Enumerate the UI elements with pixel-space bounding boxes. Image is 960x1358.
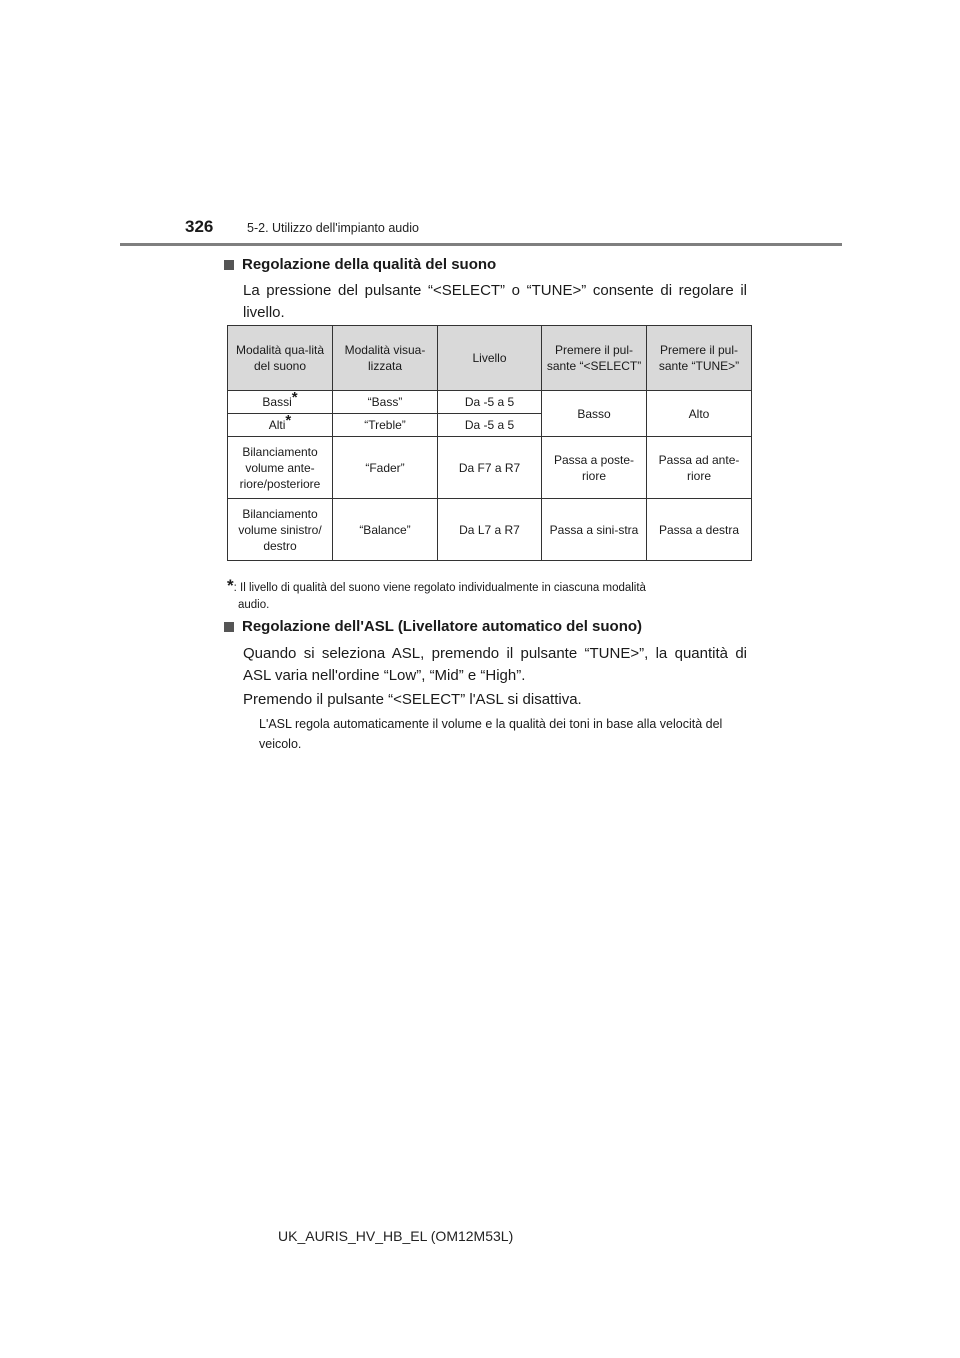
table-cell-mode: [228, 391, 333, 414]
table-header: Modalità qua-lità del suono: [228, 326, 333, 391]
table-header-row: [228, 326, 752, 391]
table-cell-mode: [228, 414, 333, 437]
table-header: Premere il pul-sante “TUNE>”: [647, 326, 752, 391]
asl-paragraph-2: Premendo il pulsante “<SELECT” l'ASL si disattiva.: [243, 691, 582, 708]
bullet-square-icon: [224, 260, 234, 270]
mode-label: Alti: [268, 418, 286, 432]
table-cell: “Treble”: [333, 414, 438, 437]
table-header: Premere il pul-sante “<SELECT”: [542, 326, 647, 391]
table-header: Modalità visua-lizzata: [333, 326, 438, 391]
table-cell: “Fader”: [333, 437, 438, 499]
asterisk-mark: *: [285, 412, 292, 429]
table-cell-merged-tune: Alto: [647, 391, 752, 437]
table-cell: Passa a sini-stra: [542, 499, 647, 561]
table-cell-merged-select: Basso: [542, 391, 647, 437]
table-cell: “Bass”: [333, 391, 438, 414]
section-title: 5-2. Utilizzo dell'impianto audio: [247, 221, 419, 235]
heading-asl: [224, 618, 642, 635]
table-row: [228, 499, 752, 561]
heading-asl-text: Regolazione dell'ASL (Livellatore automatico del suono): [242, 618, 643, 635]
sound-quality-table: [227, 325, 752, 561]
mode-label: Bassi: [262, 395, 292, 409]
bullet-square-icon: [224, 622, 234, 632]
header-rule: [120, 243, 842, 246]
table-cell: Bilanciamento volume sinistro/ destro: [228, 499, 333, 561]
table-cell: Da -5 a 5: [438, 391, 542, 414]
heading-sound-quality: [224, 256, 496, 273]
table-cell: Passa a destra: [647, 499, 752, 561]
footnote-asterisk: *: [227, 576, 234, 595]
table-cell: Passa a poste-riore: [542, 437, 647, 499]
table-cell: Da L7 a R7: [438, 499, 542, 561]
table-row: [228, 391, 752, 414]
table-cell: “Balance”: [333, 499, 438, 561]
footer-code: UK_AURIS_HV_HB_EL (OM12M53L): [278, 1228, 514, 1244]
footnote: [227, 577, 747, 614]
asterisk-mark: *: [291, 389, 298, 406]
heading-sound-quality-text: Regolazione della qualità del suono: [242, 256, 497, 273]
asl-paragraph-1: Quando si seleziona ASL, premendo il pulsante “TUNE>”, la quantità di ASL varia nell'ordine “Low”, “Mid” e “High”.: [243, 645, 747, 684]
sound-quality-intro: La pressione del pulsante “<SELECT” o “TUNE>” consente di regolare il livello.: [243, 282, 747, 321]
table-header: Livello: [438, 326, 542, 391]
asl-note: L'ASL regola automaticamente il volume e la qualità dei toni in base alla velocità del veicolo.: [259, 717, 723, 751]
footnote-text: : Il livello di qualità del suono viene regolato individualmente in ciascuna modalità: [233, 582, 646, 594]
footnote-text-line2: audio.: [238, 599, 270, 611]
table-cell: Bilanciamento volume ante-riore/posteriore: [228, 437, 333, 499]
table-cell: Passa ad ante-riore: [647, 437, 752, 499]
table-cell: Da -5 a 5: [438, 414, 542, 437]
table-row: [228, 437, 752, 499]
table-cell: Da F7 a R7: [438, 437, 542, 499]
page-number: 326: [185, 217, 214, 236]
